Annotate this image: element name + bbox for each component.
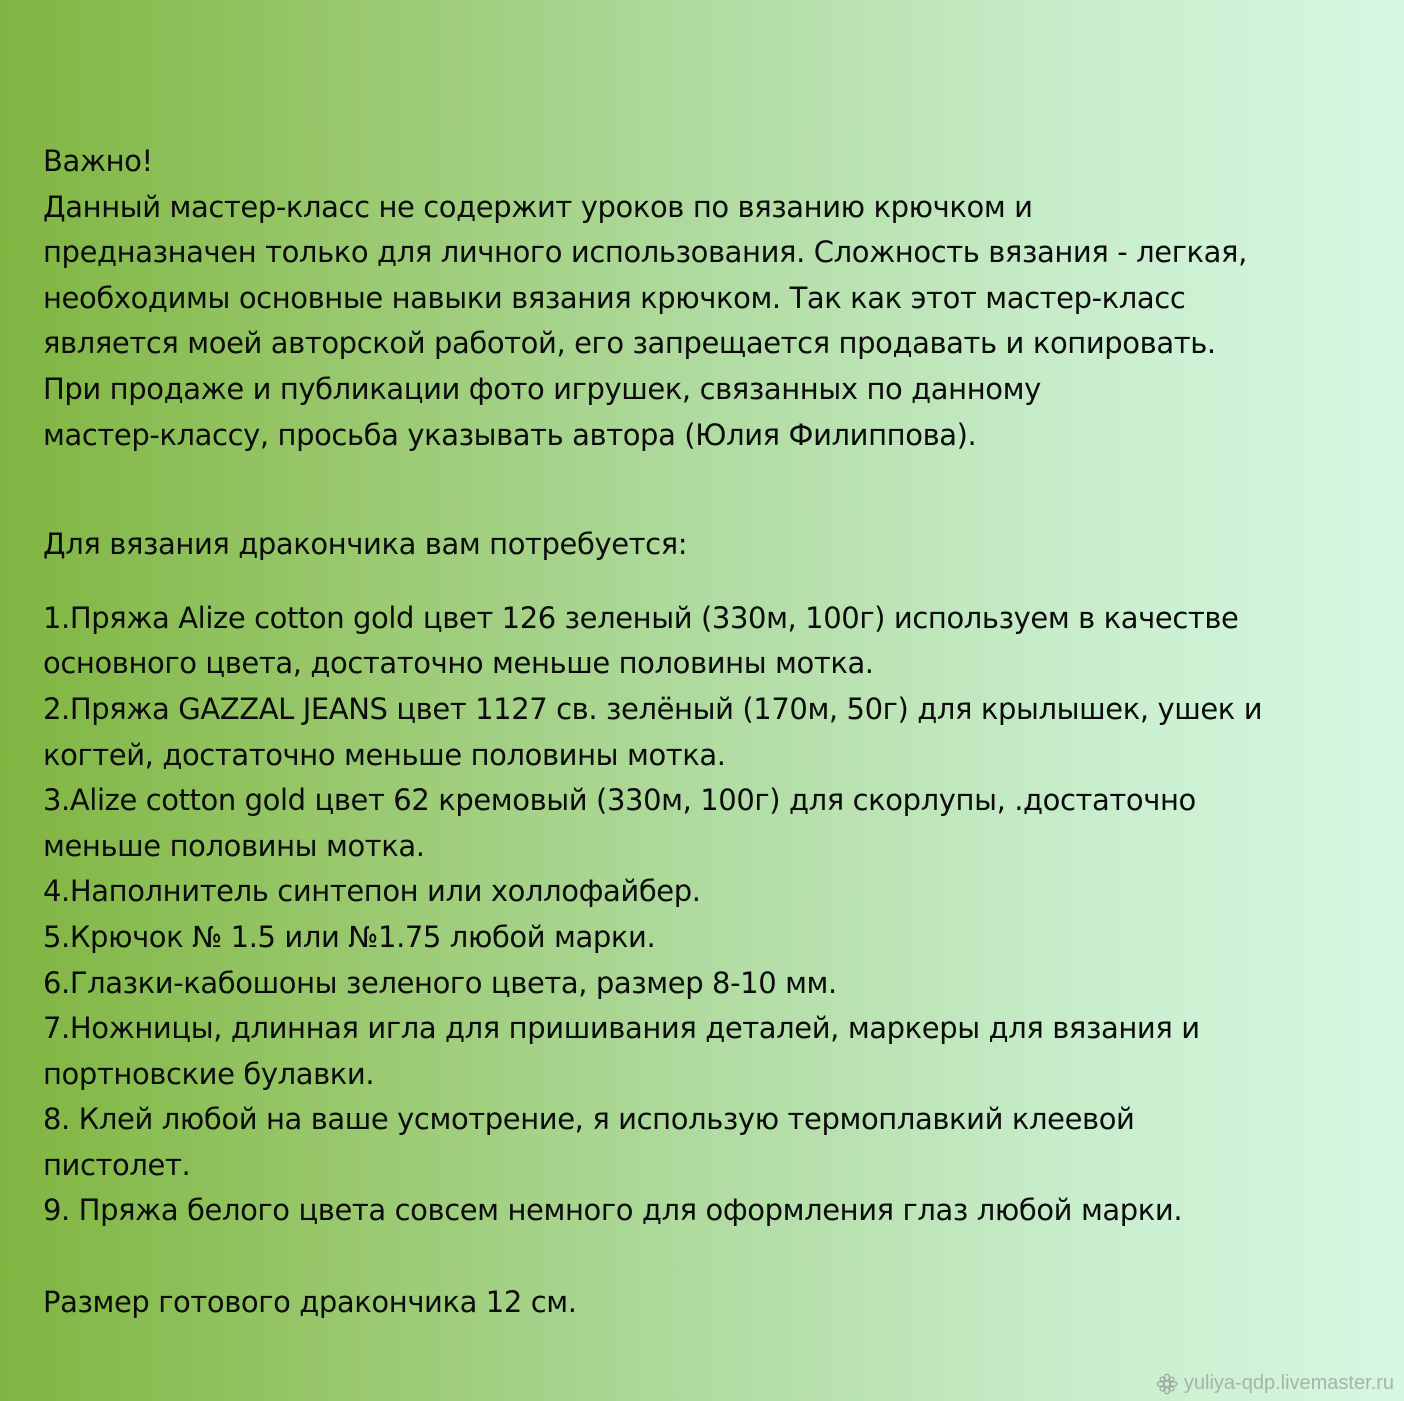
intro-line: предназначен только для личного использования. Сложность вязания - легкая,	[43, 235, 1247, 270]
intro-line: Данный мастер-класс не содержит уроков по вязанию крючком и	[43, 189, 1033, 224]
intro-heading: Важно!	[43, 144, 153, 178]
intro-line: мастер-классу, просьба указывать автора (Юлия Филиппова).	[43, 417, 977, 452]
materials-line: 1.Пряжа Alize cotton gold цвет 126 зеленый (330м, 100г) используем в качестве	[43, 600, 1239, 635]
materials-line: 8. Клей любой на ваше усмотрение, я использую термоплавкий клеевой	[43, 1102, 1135, 1137]
document-body	[43, 139, 1383, 1326]
livemaster-flower-icon	[1156, 1373, 1178, 1395]
materials-line: 6.Глазки-кабошоны зеленого цвета, размер 8-10 мм.	[43, 965, 837, 1000]
materials-line: 7.Ножницы, длинная игла для пришивания деталей, маркеры для вязания и	[43, 1011, 1200, 1046]
materials-line: 3.Alize cotton gold цвет 62 кремовый (330м, 100г) для скорлупы, .достаточно	[43, 783, 1196, 818]
intro-line: При продаже и публикации фото игрушек, связанных по данному	[43, 371, 1041, 406]
materials-line: 4.Наполнитель синтепон или холлофайбер.	[43, 874, 701, 909]
watermark-text: yuliya-qdp.livemaster.ru	[1183, 1372, 1394, 1394]
materials-line: портновские булавки.	[43, 1056, 375, 1091]
spacer	[43, 1234, 1383, 1280]
materials-line: когтей, достаточно меньше половины мотка.	[43, 737, 726, 772]
size-note: Размер готового дракончика 12 см.	[43, 1285, 577, 1320]
materials-line: меньше половины мотка.	[43, 828, 425, 863]
materials-line: основного цвета, достаточно меньше половины мотка.	[43, 646, 874, 681]
materials-line: пистолет.	[43, 1147, 191, 1182]
intro-line: является моей авторской работой, его запрещается продавать и копировать.	[43, 326, 1216, 361]
materials-line: 5.Крючок № 1.5 или №1.75 любой марки.	[43, 919, 656, 954]
materials-line: 9. Пряжа белого цвета совсем немного для оформления глаз любой марки.	[43, 1193, 1183, 1228]
spacer	[43, 458, 1383, 522]
intro-line: необходимы основные навыки вязания крючком. Так как этот мастер-класс	[43, 280, 1186, 315]
materials-line: 2.Пряжа GAZZAL JEANS цвет 1127 св. зелёный (170м, 50г) для крылышек, ушек и	[43, 691, 1263, 726]
spacer	[43, 568, 1383, 596]
watermark	[1156, 1372, 1394, 1395]
materials-heading: Для вязания дракончика вам потребуется:	[43, 527, 688, 562]
